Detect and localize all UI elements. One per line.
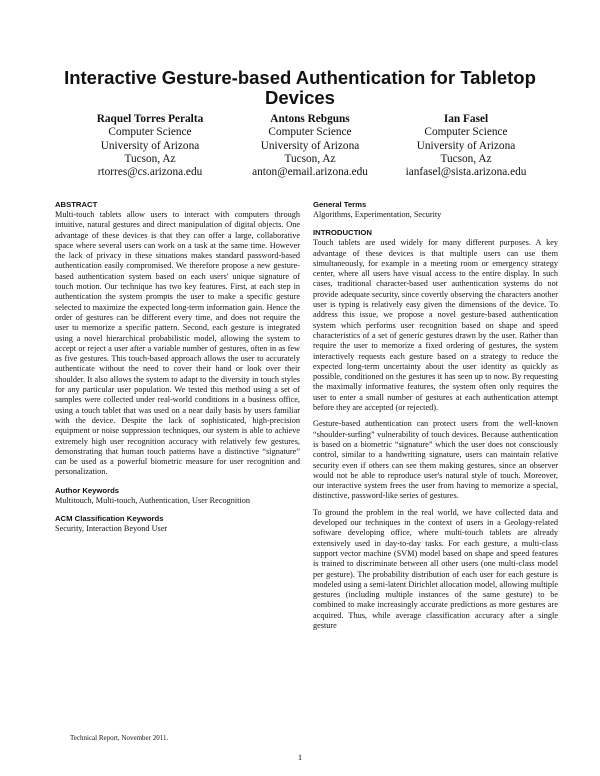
introduction-paragraph: Touch tablets are used widely for many different purposes. A key advantage of these devices is that multiple users can use them simultaneously, for example in a meeting room or emergency strategy center, where all users have visual access to the entire display. In such cases, traditional character-based user authentication systems do not provide adequate security, since covertly observing the characters another user is typing is relatively easy given the dimensions of the device. To address this issue, we propose a novel gesture-based authentication system which performs user recognition based on shape and speed characteristics of a set of generic gestures drawn by the user. Rather than require the user to memorize a fixed ordering of gestures, the system interactively requests each gesture based on a strategy to reduce the expected long-term uncertainty about the user identity as quickly as possible, conditioned on the gestures it has seen up to now. By requesting the maximally informative features, the system often only requires the user to enter a small number of gestures at each authentication attempt before they are accepted (or rejected). — [313, 238, 558, 413]
general-terms-heading: General Terms — [313, 200, 367, 209]
author-department: Computer Science — [268, 126, 352, 139]
author-university: University of Arizona — [416, 139, 516, 152]
introduction-paragraph: To ground the problem in the real world, we have collected data and developed our techniques in the context of users in a Geology-related software developing office, where multi-touch tablets are already extensively used in day-to-day tasks. For each gesture, a multi-class support vector machine (SVM) model based on shape and speed features is trained to discriminate between all other users (one multi-class model per gesture). The probability distribution of each user for each gesture is modeled using a semi-latent Dirichlet allocation model, allowing multiple gestures (including multiple instances of the same gesture) to be combined to make increasingly accurate predictions as more gestures are acquired. Thus, while average classification accuracy after a single gesture — [313, 507, 558, 630]
acm-keywords-heading: ACM Classification Keywords — [55, 514, 164, 524]
author-name: Antons Rebguns — [270, 113, 350, 125]
author-keywords-text: Multitouch, Multi-touch, Authentication, User Recognition — [55, 495, 250, 505]
footnote: Technical Report, November 2011. — [70, 734, 169, 742]
right-column — [313, 200, 558, 631]
abstract-text: Multi-touch tablets allow users to interact with computers through intuitive, natural gestures and direct manipulation of digital objects. One advantage of these devices is that they can offer a large, collaborative space where several users can work on a task at the same time. However the lack of privacy in these situations makes standard password-based authentication easily compromised. We therefore propose a new gesture-based authentication system based on each users' unique signature of touch motion. Our technique has two key features. First, at each step in authentication the system prompts the user to make a specific gesture selected to maximize the expected long-term information gain. Hence the order of gestures can be different every time, and does not require the user to memorize a specific pattern. Second, each gesture is integrated using a novel hierarchical probabilistic model, allowing the system to accept or reject a user after a variable number of gestures, often in as few as five gestures. This touch-based approach allows the user to accurately authenticate without the need to cover their hand or look over their shoulder. It also allows the system to adapt to the diversity in touch styles for any particular user population. We tested this method using a set of samples were collected under real-world conditions in a business office, using a touch tablet that was used on a near daily basis by users familiar with the device. Despite the lack of sophisticated, high-precision equipment or noise suppression techniques, our system is able to achieve extremely high user recognition accuracy with relatively few gestures, demonstrating that human touch patterns have a distinctive “signature” can be used as a powerful biometric measure for user recognition and personalization. — [55, 210, 300, 477]
author-block-3 — [376, 113, 556, 179]
author-department: Computer Science — [108, 126, 192, 139]
acm-keywords-text: Security, Interaction Beyond User — [55, 524, 168, 534]
author-university: University of Arizona — [100, 139, 200, 152]
author-email: anton@email.arizona.edu — [252, 166, 368, 179]
general-terms-text: Algorithms, Experimentation, Security — [313, 210, 442, 219]
author-city: Tucson, Az — [124, 152, 176, 165]
introduction-heading: INTRODUCTION — [313, 228, 372, 238]
author-keywords-heading: Author Keywords — [55, 485, 120, 495]
paper-title: Interactive Gesture-based Authentication for Tabletop Devices — [64, 67, 536, 108]
author-university: University of Arizona — [260, 139, 360, 152]
author-email: ianfasel@sista.arizona.edu — [405, 166, 527, 179]
page-number: 1 — [297, 752, 303, 762]
author-department: Computer Science — [424, 126, 508, 139]
author-name: Ian Fasel — [443, 113, 489, 125]
author-name: Raquel Torres Peralta — [96, 113, 204, 125]
author-city: Tucson, Az — [440, 152, 492, 165]
author-block-1 — [60, 113, 240, 179]
left-column — [55, 200, 300, 534]
introduction-paragraph: Gesture-based authentication can protect users from the well-known “shoulder-surfing” vulnerability of touch devices. Because authentication is based on a biometric “signature” which the user does not consciously control, similar to a handwriting signature, users can maintain relative security even if others can see them making gestures, since an observer would not be able to reproduce user's natural style of touch. Moreover, our interactive system frees the user from having to memorize a special, distinctive, password-like series of gestures. — [313, 419, 558, 501]
author-city: Tucson, Az — [284, 152, 336, 165]
author-block-2 — [220, 113, 400, 179]
author-email: rtorres@cs.arizona.edu — [97, 166, 203, 179]
abstract-heading: ABSTRACT — [55, 200, 98, 209]
